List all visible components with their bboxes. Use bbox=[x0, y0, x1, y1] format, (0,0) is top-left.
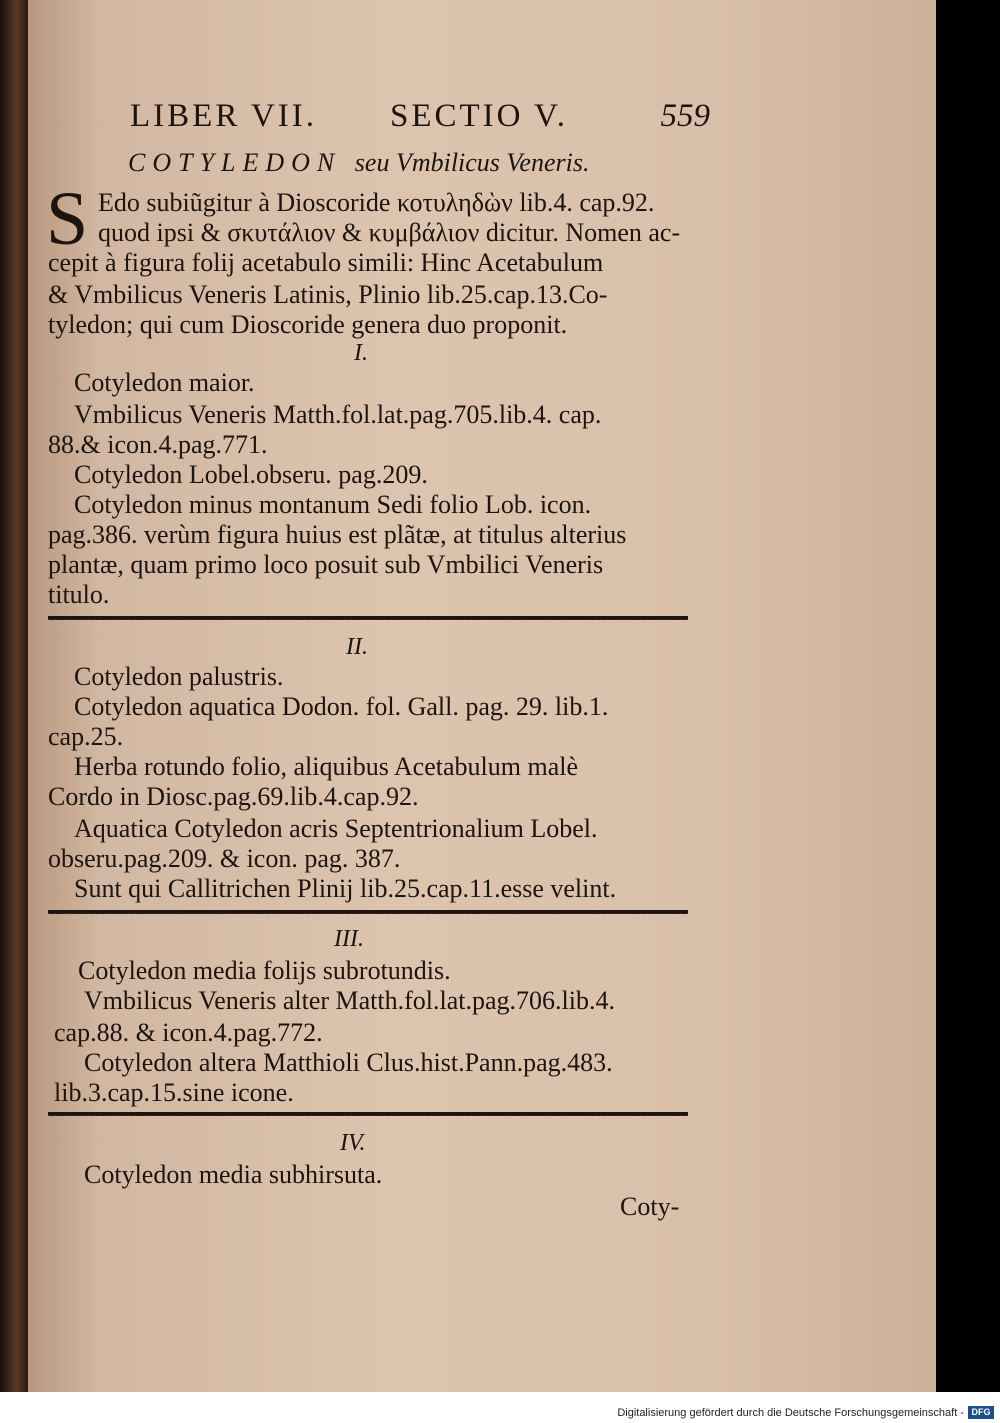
entry-line: Herba rotundo folio, aliquibus Acetabulum malè bbox=[74, 752, 578, 781]
entry-line: Cotyledon palustris. bbox=[74, 662, 284, 691]
entry-line: Cotyledon maior. bbox=[74, 368, 255, 397]
entry-title bbox=[128, 148, 589, 178]
entry-line: Cotyledon media subhirsuta. bbox=[84, 1160, 383, 1189]
section-numeral: III. bbox=[334, 926, 364, 952]
entry-line: Cotyledon media folijs subrotundis. bbox=[78, 956, 451, 985]
entry-line: plantæ, quam primo loco posuit sub Vmbilici Veneris bbox=[48, 550, 604, 579]
entry-line: cap.88. & icon.4.pag.772. bbox=[54, 1018, 323, 1047]
dfg-logo: DFG bbox=[968, 1406, 994, 1419]
section-numeral: IV. bbox=[340, 1130, 366, 1156]
footer-credit: Digitalisierung gefördert durch die Deutsche Forschungsgemeinschaft - bbox=[617, 1407, 964, 1419]
section-divider bbox=[48, 616, 688, 620]
entry-line: Cordo in Diosc.pag.69.lib.4.cap.92. bbox=[48, 782, 419, 811]
header-section: SECTIO V. bbox=[390, 98, 568, 134]
entry-line: cap.25. bbox=[48, 722, 124, 751]
book-spine-edge bbox=[0, 0, 28, 1392]
intro-line: cepit à figura folij acetabulo simili: Hinc Acetabulum bbox=[48, 248, 604, 277]
scan-background bbox=[936, 0, 1000, 1392]
title-word: COTYLEDON bbox=[128, 148, 342, 177]
header-book: LIBER VII. bbox=[130, 98, 318, 134]
intro-line: Edo subiũgitur à Dioscoride κοτυληδὼν lib.4. cap.92. bbox=[98, 188, 655, 217]
entry-line: titulo. bbox=[48, 580, 110, 609]
page-number: 559 bbox=[660, 98, 710, 134]
intro-line: & Vmbilicus Veneris Latinis, Plinio lib.25.cap.13.Co- bbox=[48, 280, 608, 309]
intro-line: tyledon; qui cum Dioscoride genera duo proponit. bbox=[48, 310, 568, 339]
intro-line: quod ipsi & σκυτάλιον & κυμβάλιον dicitur. Nomen ac- bbox=[98, 218, 681, 247]
drop-cap: S bbox=[46, 177, 89, 261]
catchword: Coty- bbox=[620, 1192, 680, 1221]
entry-line: Aquatica Cotyledon acris Septentrionalium Lobel. bbox=[74, 814, 598, 843]
entry-line: Vmbilicus Veneris alter Matth.fol.lat.pag.706.lib.4. bbox=[84, 986, 615, 1015]
entry-line: lib.3.cap.15.sine icone. bbox=[54, 1078, 294, 1107]
section-numeral: I. bbox=[354, 340, 368, 366]
entry-line: Cotyledon altera Matthioli Clus.hist.Pann.pag.483. bbox=[84, 1048, 613, 1077]
title-rest: seu Vmbilicus Veneris. bbox=[354, 148, 590, 177]
book-page bbox=[28, 0, 936, 1392]
entry-line: Sunt qui Callitrichen Plinij lib.25.cap.11.esse velint. bbox=[74, 874, 617, 903]
entry-line: pag.386. verùm figura huius est plãtæ, at titulus alterius bbox=[48, 520, 627, 549]
running-header bbox=[130, 98, 710, 138]
section-numeral: II. bbox=[346, 634, 368, 660]
section-divider bbox=[48, 910, 688, 914]
entry-line: Cotyledon Lobel.obseru. pag.209. bbox=[74, 460, 428, 489]
section-divider bbox=[48, 1112, 688, 1116]
entry-line: obseru.pag.209. & icon. pag. 387. bbox=[48, 844, 401, 873]
entry-line: Vmbilicus Veneris Matth.fol.lat.pag.705.lib.4. cap. bbox=[74, 400, 602, 429]
entry-line: Cotyledon minus montanum Sedi folio Lob. icon. bbox=[74, 490, 592, 519]
entry-line: 88.& icon.4.pag.771. bbox=[48, 430, 268, 459]
entry-line: Cotyledon aquatica Dodon. fol. Gall. pag. 29. lib.1. bbox=[74, 692, 609, 721]
